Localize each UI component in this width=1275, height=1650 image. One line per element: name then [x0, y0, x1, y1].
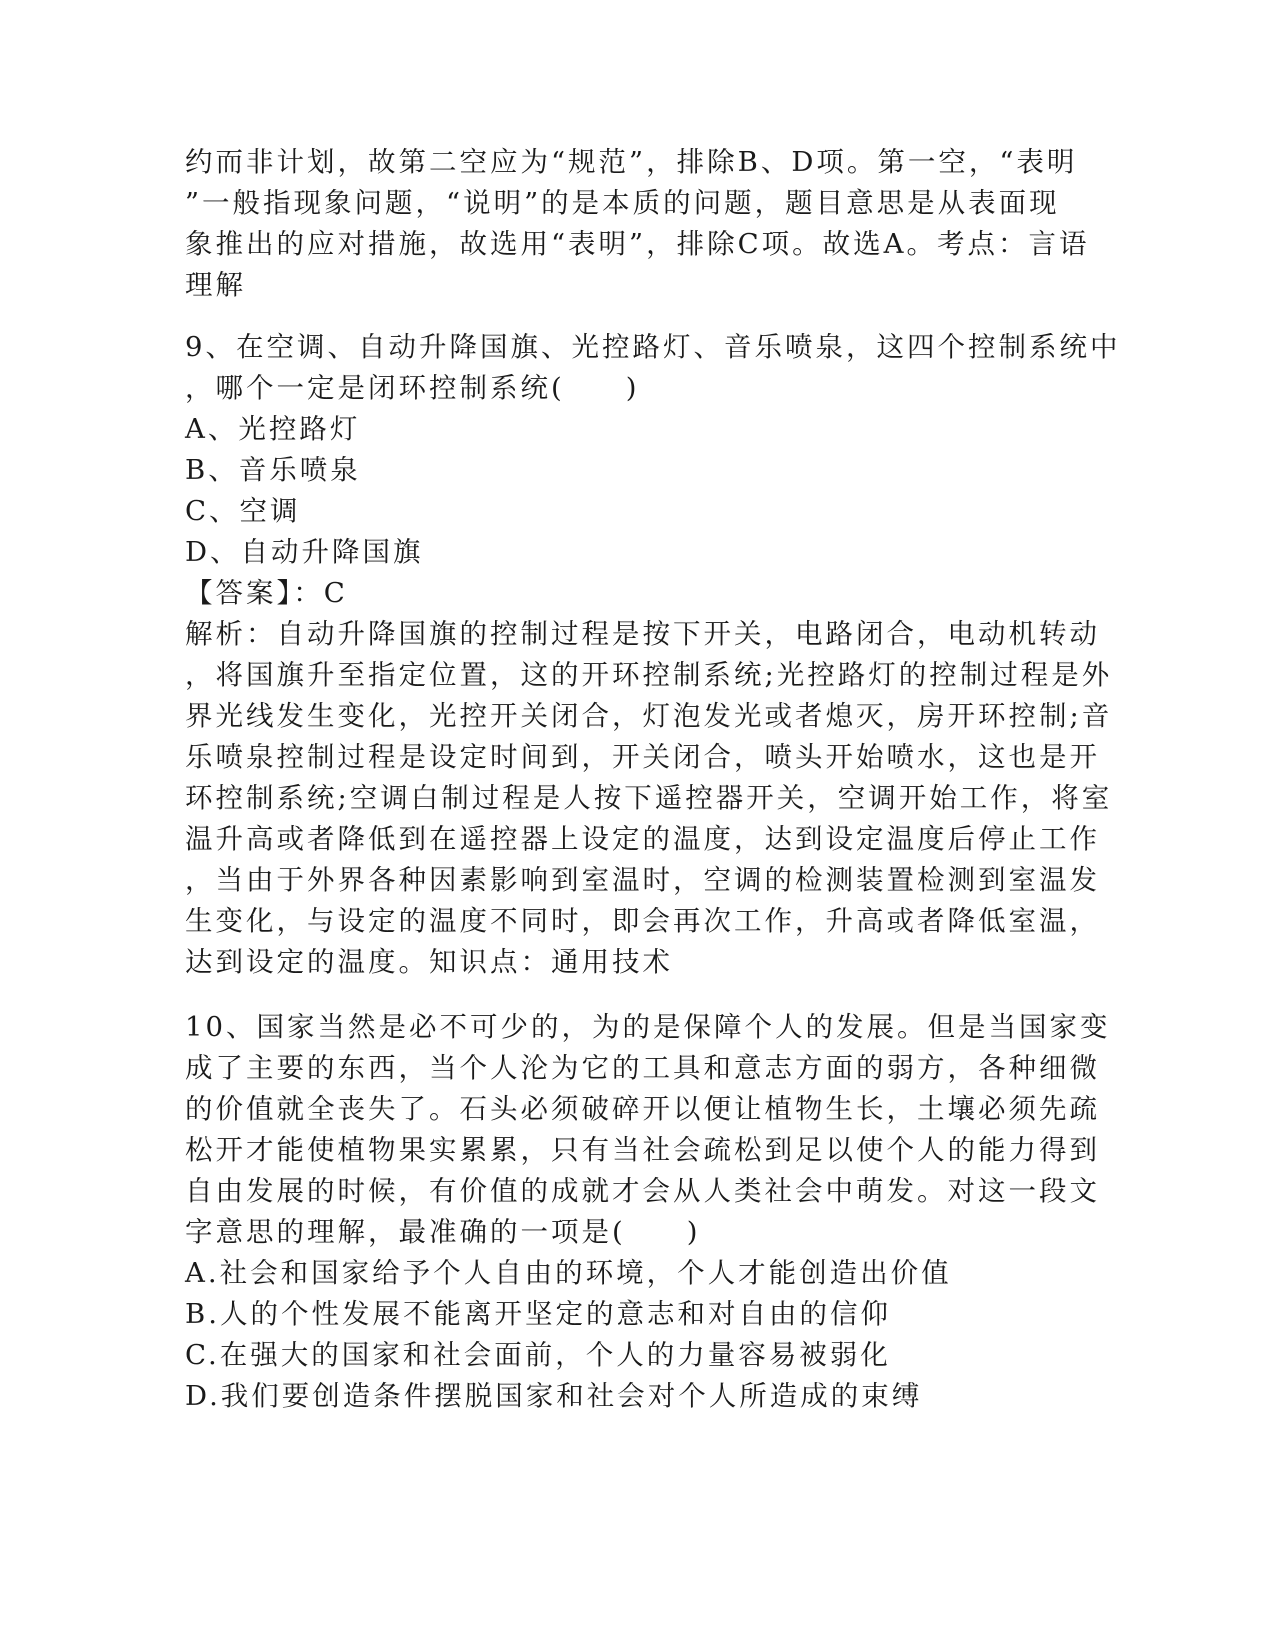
- prev-explanation-line: ”一般指现象问题，“说明”的是本质的问题，题目意思是从表面现: [185, 187, 1060, 219]
- question-10-stem: 成了主要的东西，当个人沦为它的工具和意志方面的弱方，各种细微: [185, 1052, 1100, 1084]
- question-9-analysis-line: 温升高或者降低到在遥控器上设定的温度，达到设定温度后停止工作: [185, 823, 1100, 855]
- question-10-option-b: B.人的个性发展不能离开坚定的意志和对自由的信仰: [185, 1298, 891, 1330]
- question-9-option-a: A、光控路灯: [185, 413, 361, 445]
- question-10-option-d: D.我们要创造条件摆脱国家和社会对个人所造成的束缚: [185, 1380, 923, 1412]
- question-9-option-b: B、音乐喷泉: [185, 454, 361, 486]
- question-10-stem: 10、国家当然是必不可少的，为的是保障个人的发展。但是当国家变: [185, 1011, 1111, 1043]
- question-10-stem: 字意思的理解，最准确的一项是( ): [185, 1216, 701, 1248]
- question-10-option-a: A.社会和国家给予个人自由的环境，个人才能创造出价值: [185, 1257, 952, 1289]
- question-9-analysis-line: 生变化，与设定的温度不同时，即会再次工作，升高或者降低室温，: [185, 905, 1100, 937]
- question-9-analysis-line: 环控制系统;空调白制过程是人按下遥控器开关，空调开始工作，将室: [185, 782, 1113, 814]
- question-9-stem: 9、在空调、自动升降国旗、光控路灯、音乐喷泉，这四个控制系统中: [185, 331, 1121, 363]
- question-10-stem: 松开才能使植物果实累累，只有当社会疏松到足以使个人的能力得到: [185, 1134, 1100, 1166]
- prev-explanation-line: 理解: [185, 269, 246, 301]
- question-9-analysis-line: ，当由于外界各种因素影响到室温时，空调的检测装置检测到室温发: [185, 864, 1100, 896]
- question-9-answer: 【答案】：C: [185, 577, 348, 609]
- question-9-analysis-line: 界光线发生变化，光控开关闭合，灯泡发光或者熄灭，房开环控制;音: [185, 700, 1113, 732]
- question-9-analysis-line: 达到设定的温度。知识点：通用技术: [185, 946, 673, 978]
- question-9-option-c: C、空调: [185, 495, 301, 527]
- question-9-analysis-line: 乐喷泉控制过程是设定时间到，开关闭合，喷头开始喷水，这也是开: [185, 741, 1100, 773]
- question-9-option-d: D、自动升降国旗: [185, 536, 424, 568]
- question-10-option-c: C.在强大的国家和社会面前，个人的力量容易被弱化: [185, 1339, 891, 1371]
- prev-explanation-line: 约而非计划，故第二空应为“规范”，排除B、D项。第一空，“表明: [185, 146, 1078, 178]
- question-10-stem: 自由发展的时候，有价值的成就才会从人类社会中萌发。对这一段文: [185, 1175, 1100, 1207]
- prev-explanation-line: 象推出的应对措施，故选用“表明”，排除C项。故选A。考点：言语: [185, 228, 1090, 260]
- question-9-analysis-line: ，将国旗升至指定位置，这的开环控制系统;光控路灯的控制过程是外: [185, 659, 1113, 691]
- question-9-stem: ，哪个一定是闭环控制系统( ): [185, 372, 640, 404]
- question-9-analysis-line: 解析：自动升降国旗的控制过程是按下开关，电路闭合，电动机转动: [185, 618, 1100, 650]
- question-10-stem: 的价值就全丧失了。石头必须破碎开以便让植物生长，土壤必须先疏: [185, 1093, 1100, 1125]
